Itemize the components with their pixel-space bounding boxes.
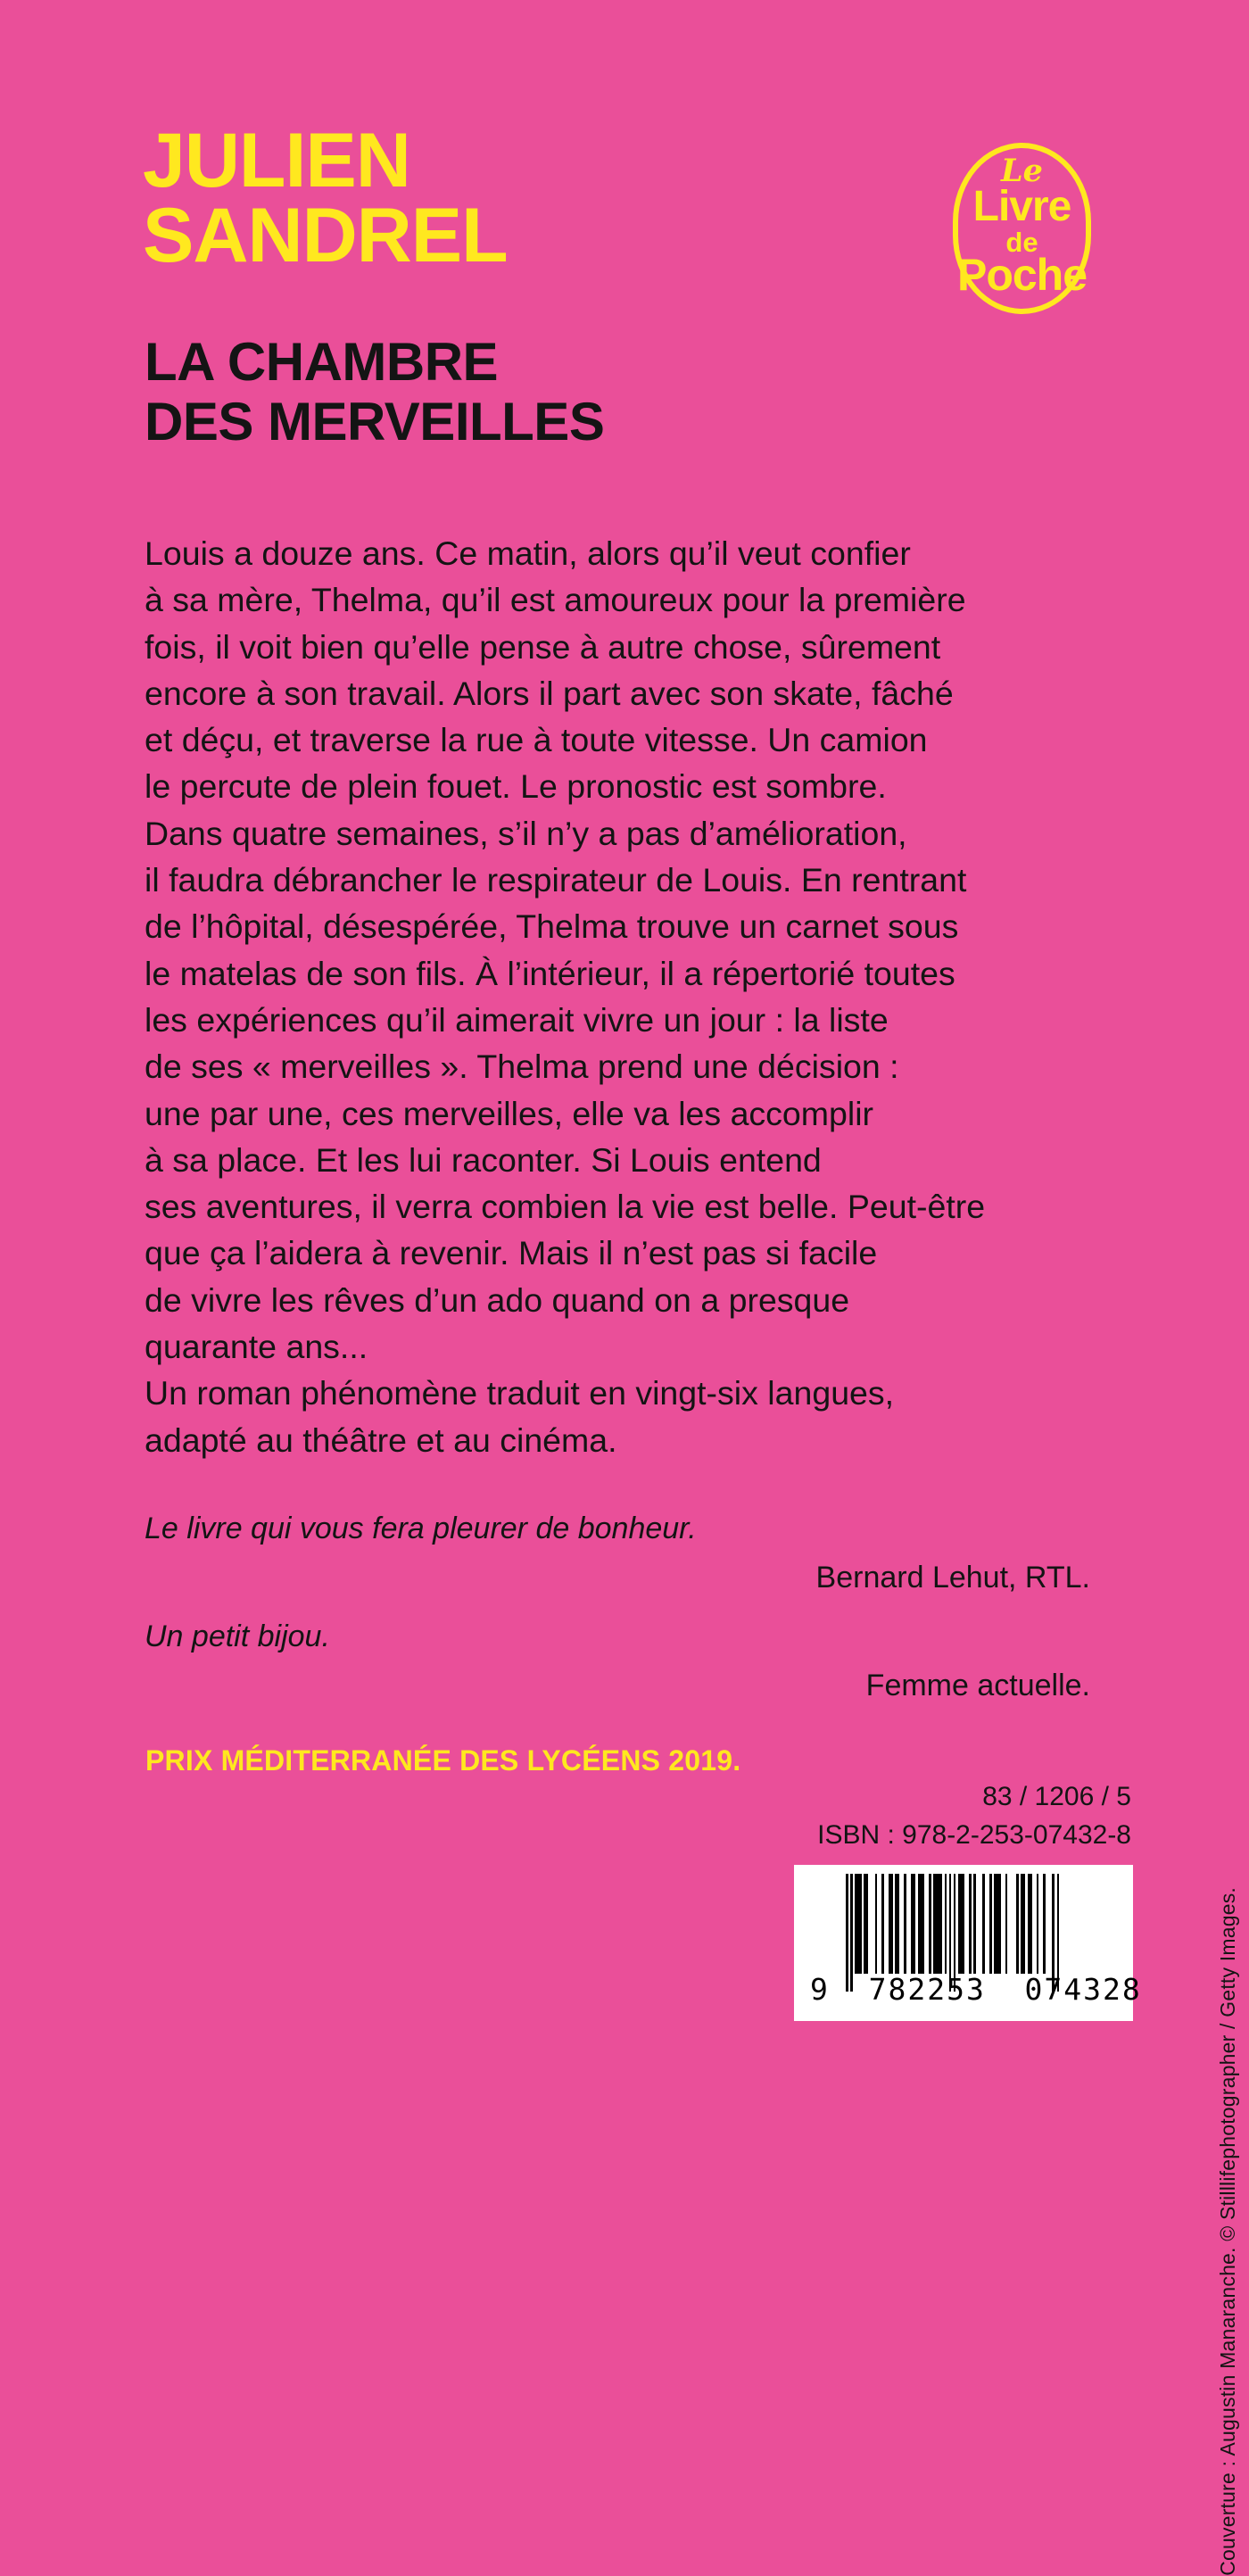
barcode-bar bbox=[868, 1874, 875, 1974]
blurb-line: Dans quatre semaines, s’il n’y a pas d’amélioration, bbox=[145, 814, 907, 852]
blurb-line: une par une, ces merveilles, elle va les accomplir bbox=[145, 1094, 874, 1132]
blurb-line: quarante ans... bbox=[145, 1328, 368, 1366]
blurb-line: à sa mère, Thelma, qu’il est amoureux pour la première bbox=[145, 581, 966, 619]
barcode-bar bbox=[1007, 1874, 1016, 1974]
blurb-line: le matelas de son fils. À l’intérieur, il a répertorié toutes bbox=[145, 954, 955, 992]
author-name bbox=[143, 118, 508, 279]
blurb-line: Un roman phénomène traduit en vingt-six langues, bbox=[145, 1374, 895, 1412]
publisher-logo bbox=[953, 143, 1091, 314]
blurb-line: il faudra débrancher le respirateur de Louis. En rentrant bbox=[145, 861, 967, 899]
reference-codes bbox=[817, 1777, 1131, 1854]
logo-word-le: Le bbox=[1001, 153, 1043, 189]
quote-text: Un petit bijou. bbox=[145, 1619, 330, 1653]
blurb-line: les expériences qu’il aimerait vivre un jour : la liste bbox=[145, 1000, 889, 1039]
isbn-code: ISBN : 978-2-253-07432-8 bbox=[817, 1820, 1131, 1850]
logo-word-de: de bbox=[1005, 227, 1038, 258]
back-cover-blurb bbox=[145, 530, 1104, 1463]
catalog-code: 83 / 1206 / 5 bbox=[982, 1782, 1131, 1811]
blurb-line: encore à son travail. Alors il part avec son skate, fâché bbox=[145, 674, 954, 712]
quote-block bbox=[145, 1510, 1090, 1596]
author-first-name: JULIEN bbox=[143, 118, 410, 203]
barcode-bar bbox=[958, 1874, 965, 1974]
blurb-line: de l’hôpital, désespérée, Thelma trouve un carnet sous bbox=[145, 907, 959, 946]
cover-credit: Couverture : Augustin Manaranche. © Stilllifephotographer / Getty Images. bbox=[1216, 1887, 1239, 2576]
barcode-bar bbox=[1046, 1874, 1053, 1974]
author-last-name: SANDREL bbox=[143, 193, 508, 279]
barcode-bar bbox=[976, 1874, 983, 1974]
blurb-line: adapté au théâtre et au cinéma. bbox=[145, 1421, 617, 1459]
barcode-bar bbox=[918, 1874, 925, 1974]
barcode-digits: 9 782253 074328 bbox=[810, 1972, 1142, 2007]
blurb-line: de ses « merveilles ». Thelma prend une décision : bbox=[145, 1048, 899, 1086]
book-title bbox=[145, 332, 604, 451]
press-quotes bbox=[145, 1510, 1090, 1726]
logo-word-livre: Livre bbox=[972, 183, 1071, 230]
barcode-panel bbox=[794, 1865, 1142, 2021]
book-title-line-2: DES MERVEILLES bbox=[145, 392, 605, 452]
book-title-line-1: LA CHAMBRE bbox=[145, 332, 499, 392]
blurb-line: fois, il voit bien qu’elle pense à autre chose, sûrement bbox=[145, 627, 941, 666]
quote-text: Le livre qui vous fera pleurer de bonheur. bbox=[145, 1512, 697, 1545]
quote-source: Bernard Lehut, RTL. bbox=[815, 1560, 1090, 1594]
blurb-line: ses aventures, il verra combien la vie est belle. Peut-être bbox=[145, 1188, 986, 1226]
barcode-bar bbox=[933, 1874, 942, 1974]
blurb-line: Louis a douze ans. Ce matin, alors qu’il veut confier bbox=[145, 534, 911, 572]
barcode-bars bbox=[846, 1874, 1059, 1974]
quote-source: Femme actuelle. bbox=[865, 1668, 1090, 1702]
logo-word-poche: Poche bbox=[956, 250, 1088, 300]
prize-line: PRIX MÉDITERRANÉE DES LYCÉENS 2019. bbox=[145, 1744, 741, 1777]
blurb-line: le percute de plein fouet. Le pronostic est sombre. bbox=[145, 767, 887, 806]
barcode-bar bbox=[994, 1874, 1001, 1974]
blurb-line: que ça l’aidera à revenir. Mais il n’est pas si facile bbox=[145, 1234, 878, 1272]
blurb-line: à sa place. Et les lui raconter. Si Louis entend bbox=[145, 1140, 822, 1179]
blurb-line: de vivre les rêves d’un ado quand on a presque bbox=[145, 1280, 850, 1319]
quote-block bbox=[145, 1618, 1090, 1704]
barcode-bar bbox=[855, 1874, 862, 1974]
blurb-line: et déçu, et traverse la rue à toute vitesse. Un camion bbox=[145, 721, 928, 759]
